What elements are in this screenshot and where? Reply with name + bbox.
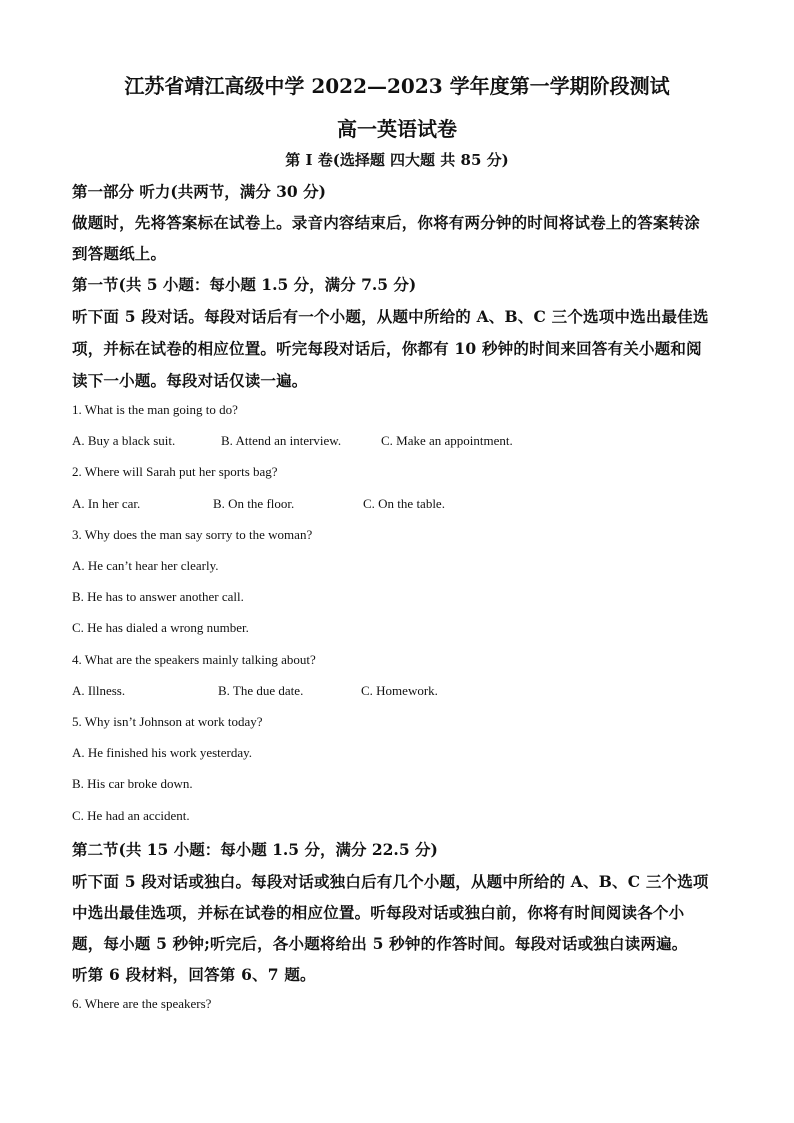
part1-heading: 第一部分 听力(共两节，满分 30 分) — [72, 182, 326, 201]
section2-material-heading: 听第 6 段材料，回答第 6、7 题。 — [72, 965, 316, 984]
section1-instr-line2: 项，并标在试卷的相应位置。听完每段对话后，你都有 10 秒钟的时间来回答有关小题和阅 — [72, 339, 702, 358]
question-6-stem: 6. Where are the speakers? — [72, 996, 212, 1011]
question-5-stem: 5. Why isn’t Johnson at work today? — [72, 714, 263, 729]
question-5-option-a: A. He finished his work yesterday. — [72, 745, 253, 760]
exam-subtitle: 高一英语试卷 — [337, 117, 457, 141]
part1-intro-line1: 做题时，先将答案标在试卷上。录音内容结束后，你将有两分钟的时间将试卷上的答案转涂 — [72, 213, 701, 232]
question-2-option-a: A. In her car. — [72, 496, 141, 511]
section1-instr-line3: 读下一小题。每段对话仅读一遍。 — [72, 371, 308, 390]
volume-heading: 第 I 卷(选择题 四大题 共 85 分) — [285, 151, 509, 169]
question-5-option-c: C. He had an accident. — [72, 808, 190, 823]
question-3-option-c: C. He has dialed a wrong number. — [72, 620, 249, 635]
question-4-stem: 4. What are the speakers mainly talking about? — [72, 652, 316, 667]
question-2-option-c: C. On the table. — [363, 496, 445, 511]
question-3-option-a: A. He can’t hear her clearly. — [72, 558, 219, 573]
question-2-option-b: B. On the floor. — [213, 496, 295, 511]
part1-intro-line2: 到答题纸上。 — [72, 244, 167, 263]
question-5-option-b: B. His car broke down. — [72, 776, 193, 791]
question-1-option-b: B. Attend an interview. — [221, 433, 342, 448]
question-4-option-b: B. The due date. — [218, 683, 304, 698]
question-4-option-a: A. Illness. — [72, 683, 126, 698]
section2-heading: 第二节(共 15 小题：每小题 1.5 分，满分 22.5 分) — [72, 840, 438, 859]
question-1-stem: 1. What is the man going to do? — [72, 402, 238, 417]
question-1-option-a: A. Buy a black suit. — [72, 433, 176, 448]
question-3-stem: 3. Why does the man say sorry to the woman? — [72, 527, 313, 542]
section1-heading: 第一节(共 5 小题：每小题 1.5 分，满分 7.5 分) — [72, 275, 417, 294]
section2-instr-line3: 题，每小题 5 秒钟;听完后，各小题将给出 5 秒钟的作答时间。每段对话或独白读两遍。 — [72, 934, 688, 953]
exam-title: 江苏省靖江高级中学 2022—2023 学年度第一学期阶段测试 — [124, 74, 670, 98]
question-1-option-c: C. Make an appointment. — [381, 433, 513, 448]
section2-instr-line2: 中选出最佳选项，并标在试卷的相应位置。听每段对话或独白前，你将有时间阅读各个小 — [72, 903, 685, 922]
section1-instr-line1: 听下面 5 段对话。每段对话后有一个小题，从题中所给的 A、B、C 三个选项中选出最佳选 — [72, 307, 709, 326]
question-2-stem: 2. Where will Sarah put her sports bag? — [72, 464, 278, 479]
question-4-option-c: C. Homework. — [361, 683, 438, 698]
question-3-option-b: B. He has to answer another call. — [72, 589, 244, 604]
section2-instr-line1: 听下面 5 段对话或独白。每段对话或独白后有几个小题，从题中所给的 A、B、C 三个选项 — [72, 872, 709, 891]
